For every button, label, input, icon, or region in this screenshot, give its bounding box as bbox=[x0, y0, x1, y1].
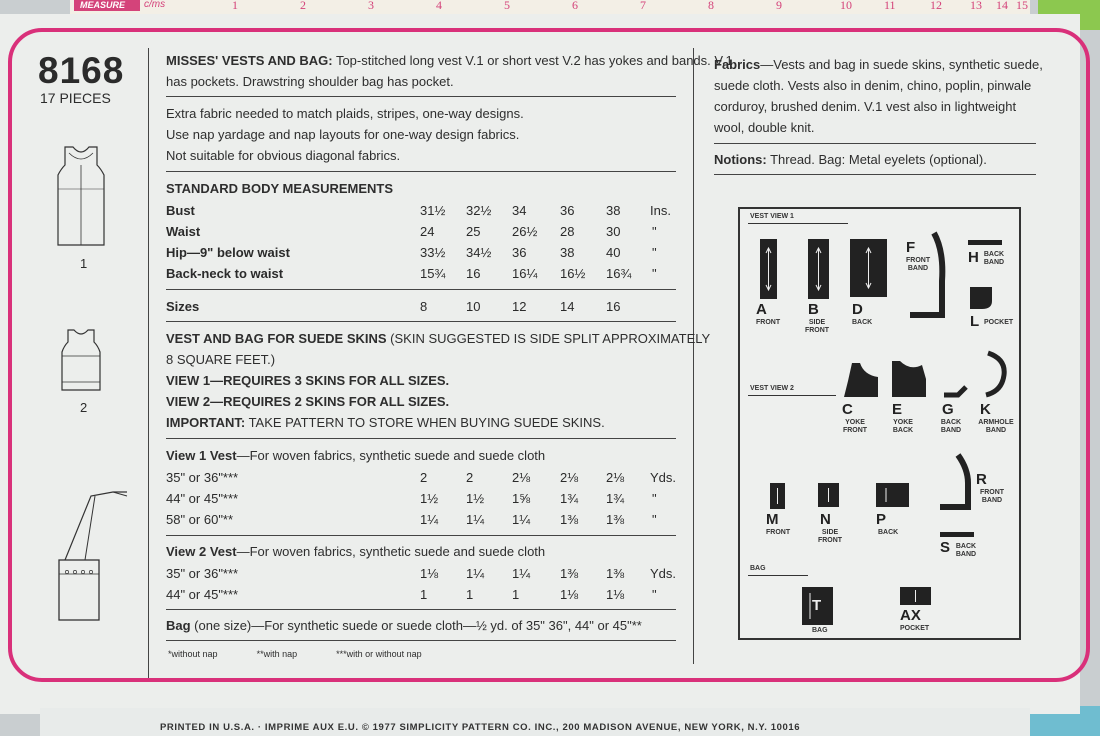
yardage-row bbox=[166, 488, 676, 509]
fabric-width: 58" or 60"** bbox=[166, 512, 234, 527]
yardage-row bbox=[166, 467, 676, 488]
cell: 28 bbox=[560, 224, 575, 239]
sizes-label: Sizes bbox=[166, 299, 200, 314]
cell: 38 bbox=[606, 203, 621, 218]
cell: 1¾ bbox=[560, 491, 579, 506]
cell: 24 bbox=[420, 224, 435, 239]
tape-number: 2 bbox=[300, 0, 306, 12]
piece-name: FRONT bbox=[766, 529, 791, 536]
cell: 15¾ bbox=[420, 266, 446, 281]
notions-label: Notions: bbox=[714, 152, 767, 167]
cell: 1½ bbox=[420, 491, 439, 506]
tape-number: 7 bbox=[640, 0, 646, 12]
piece-letter: R bbox=[976, 471, 987, 488]
pattern-number: 8168 bbox=[38, 50, 125, 91]
legend-item: *without nap bbox=[168, 649, 218, 659]
piece-letter: AX bbox=[900, 607, 921, 624]
cell: 36 bbox=[512, 245, 527, 260]
piece-letter: M bbox=[766, 511, 779, 528]
piece-letter: K bbox=[980, 401, 991, 418]
suede-view2: VIEW 2—REQUIRES 2 SKINS FOR ALL SIZES. bbox=[166, 394, 450, 409]
yardage-row bbox=[166, 509, 676, 530]
bag-text: (one size)—For synthetic suede or suede cloth—½ yd. of 35" 36", 44" or 45"** bbox=[190, 618, 642, 633]
tape-number: 11 bbox=[884, 0, 896, 12]
piece-name: BACK bbox=[852, 319, 873, 326]
tape-number: 10 bbox=[840, 0, 852, 12]
fabric-width: 35" or 36"*** bbox=[166, 566, 239, 581]
size: 14 bbox=[560, 299, 575, 314]
unit: " bbox=[652, 512, 657, 527]
suede-heading: VEST AND BAG FOR SUEDE SKINS bbox=[166, 331, 387, 346]
section-rule bbox=[166, 321, 676, 322]
section-rule bbox=[166, 609, 676, 610]
measurement-values bbox=[166, 221, 676, 242]
cell: 1⅝ bbox=[512, 491, 531, 506]
description-text-2: has pockets. Drawstring shoulder bag has pocket. bbox=[166, 74, 454, 89]
size: 12 bbox=[512, 299, 527, 314]
bag-yardage bbox=[166, 615, 642, 636]
cell: 36 bbox=[560, 203, 575, 218]
description-text: Top-stitched long vest V.1 or short vest V.2 has yokes and bands. V.1 bbox=[332, 53, 733, 68]
piece-name: BACK bbox=[878, 529, 899, 536]
cell: 1⅛ bbox=[606, 587, 625, 602]
cell: 2⅛ bbox=[606, 470, 625, 485]
cell: 1¼ bbox=[512, 566, 531, 581]
piece-letter: S bbox=[940, 539, 951, 556]
cell: 30 bbox=[606, 224, 621, 239]
cell: 1⅛ bbox=[420, 566, 439, 581]
size: 8 bbox=[420, 299, 428, 314]
piece-p-shape bbox=[876, 483, 910, 507]
piece-name: SIDE FRONT bbox=[817, 529, 843, 544]
tape-number: 9 bbox=[776, 0, 782, 12]
section-rule bbox=[166, 171, 676, 172]
suede-section bbox=[166, 328, 710, 433]
piece-a-shape bbox=[760, 239, 778, 299]
section-rule bbox=[166, 640, 676, 641]
unit: " bbox=[652, 224, 657, 239]
view1-heading: View 1 Vest bbox=[166, 448, 237, 463]
piece-b-shape bbox=[808, 239, 830, 299]
suede-heading-rest: (SKIN SUGGESTED IS SIDE SPLIT APPROXIMATELY bbox=[386, 331, 711, 346]
vest-view2-label: VEST VIEW 2 bbox=[750, 385, 794, 392]
tape-measure-unit: c/ms bbox=[144, 0, 166, 10]
note: Not suitable for obvious diagonal fabrics. bbox=[166, 148, 401, 163]
short-vest-sketch bbox=[60, 328, 102, 392]
bag-sketch bbox=[55, 488, 130, 623]
unit: Yds. bbox=[650, 566, 677, 581]
tape-number: 5 bbox=[504, 0, 510, 12]
piece-s-shape bbox=[940, 531, 976, 539]
piece-g-shape bbox=[944, 385, 968, 399]
cell: 1⅛ bbox=[560, 587, 579, 602]
cell: 16¼ bbox=[512, 266, 538, 281]
tape-number: 8 bbox=[708, 0, 714, 12]
measurement-values bbox=[166, 200, 676, 221]
section-rule bbox=[748, 223, 848, 224]
piece-letter: H bbox=[968, 249, 979, 266]
cell: 2⅛ bbox=[560, 470, 579, 485]
cell: 38 bbox=[560, 245, 575, 260]
tape-number: 3 bbox=[368, 0, 374, 12]
suede-view1: VIEW 1—REQUIRES 3 SKINS FOR ALL SIZES. bbox=[166, 373, 450, 388]
cell: 26½ bbox=[512, 224, 538, 239]
cell: 32½ bbox=[466, 203, 492, 218]
tape-number: 13 bbox=[970, 0, 982, 12]
size: 16 bbox=[606, 299, 621, 314]
piece-letter: P bbox=[876, 511, 887, 528]
piece-name: SIDE FRONT bbox=[804, 319, 830, 334]
unit: Ins. bbox=[650, 203, 671, 218]
measurement-label: Bust bbox=[166, 203, 195, 218]
vest-view1-label: VEST VIEW 1 bbox=[750, 213, 794, 220]
view2-heading-line bbox=[166, 541, 545, 562]
tape-number: 15 bbox=[1016, 0, 1028, 12]
unit: " bbox=[652, 587, 657, 602]
piece-letter: E bbox=[892, 401, 903, 418]
note: Extra fabric needed to match plaids, stripes, one-way designs. bbox=[166, 106, 524, 121]
view1-heading-rest: —For woven fabrics, synthetic suede and suede cloth bbox=[236, 448, 546, 463]
section-rule bbox=[166, 438, 676, 439]
piece-m-shape bbox=[770, 483, 786, 509]
tape-number: 4 bbox=[436, 0, 442, 12]
fabric-notes bbox=[166, 103, 524, 166]
piece-name: ARMHOLE BAND bbox=[978, 419, 1014, 434]
cell: 16½ bbox=[560, 266, 586, 281]
long-vest-sketch bbox=[55, 145, 107, 250]
cell: 1 bbox=[466, 587, 474, 602]
piece-letter: T bbox=[812, 597, 822, 614]
unit: Yds. bbox=[650, 470, 677, 485]
piece-ax-shape bbox=[900, 587, 932, 607]
suede-line: 8 SQUARE FEET.) bbox=[166, 352, 276, 367]
fabric-width: 44" or 45"*** bbox=[166, 491, 239, 506]
cell: 34½ bbox=[466, 245, 492, 260]
fabrics-label: Fabrics bbox=[714, 57, 761, 72]
unit: " bbox=[652, 245, 657, 260]
fabrics-block bbox=[714, 54, 1044, 138]
fabric-width: 44" or 45"*** bbox=[166, 587, 239, 602]
important-text: TAKE PATTERN TO STORE WHEN BUYING SUEDE SKINS. bbox=[245, 415, 605, 430]
tape-number: 1 bbox=[232, 0, 238, 12]
legend-item: **with nap bbox=[256, 649, 298, 659]
cell: 1⅜ bbox=[560, 566, 579, 581]
piece-letter: A bbox=[756, 301, 767, 318]
piece-name: BACK BAND bbox=[955, 543, 977, 558]
cell: 1 bbox=[512, 587, 520, 602]
piece-k-shape bbox=[982, 349, 1010, 399]
cell: 1¼ bbox=[466, 512, 485, 527]
description-title: MISSES' VESTS AND BAG: bbox=[166, 53, 333, 68]
piece-letter: C bbox=[842, 401, 853, 418]
important-label: IMPORTANT: bbox=[166, 415, 246, 430]
size: 10 bbox=[466, 299, 481, 314]
yardage-row bbox=[166, 563, 676, 584]
piece-letter: N bbox=[820, 511, 831, 528]
nap-legend bbox=[168, 647, 422, 661]
cell: 1⅜ bbox=[560, 512, 579, 527]
piece-name: FRONT BAND bbox=[906, 257, 931, 272]
section-rule bbox=[166, 289, 676, 290]
tape-number: 6 bbox=[572, 0, 578, 12]
cell: 33½ bbox=[420, 245, 446, 260]
sizes-values bbox=[166, 296, 676, 317]
piece-letter: L bbox=[970, 313, 980, 330]
piece-l-shape bbox=[970, 287, 994, 311]
cell: 1½ bbox=[466, 491, 485, 506]
yardage-row bbox=[166, 584, 676, 605]
piece-r-shape bbox=[938, 453, 978, 513]
cell: 2 bbox=[466, 470, 474, 485]
piece-name: FRONT BAND bbox=[979, 489, 1005, 504]
view-1-label: 1 bbox=[80, 256, 88, 271]
measurements-heading: STANDARD BODY MEASUREMENTS bbox=[166, 181, 394, 196]
measurement-values bbox=[166, 242, 676, 263]
copyright-footer: PRINTED IN U.S.A. · IMPRIME AUX E.U. © 1977 SIMPLICITY PATTERN CO. INC., 200 MADISON AVENUE, NEW YORK, N.Y. 10016 bbox=[160, 722, 801, 733]
cell: 1¼ bbox=[466, 566, 485, 581]
piece-name: BACK BAND bbox=[983, 251, 1005, 266]
tape-measure-label: MEASURE bbox=[74, 0, 140, 11]
cell: 31½ bbox=[420, 203, 446, 218]
section-rule bbox=[714, 143, 1036, 144]
cell: 2⅛ bbox=[512, 470, 531, 485]
piece-name: POCKET bbox=[900, 625, 930, 632]
piece-c-shape bbox=[844, 363, 880, 399]
unit: " bbox=[652, 491, 657, 506]
section-rule bbox=[166, 535, 676, 536]
cell: 2 bbox=[420, 470, 428, 485]
piece-d-shape bbox=[850, 239, 888, 297]
fabric-width: 35" or 36"*** bbox=[166, 470, 239, 485]
piece-name: BAG bbox=[812, 627, 828, 634]
notions-block bbox=[714, 149, 987, 170]
section-rule bbox=[166, 96, 676, 97]
piece-count: 17 PIECES bbox=[40, 90, 111, 106]
section-rule bbox=[748, 575, 808, 576]
note: Use nap yardage and nap layouts for one-way design fabrics. bbox=[166, 127, 520, 142]
legend-item: ***with or without nap bbox=[336, 649, 422, 659]
measurement-label: Back-neck to waist bbox=[166, 266, 284, 281]
piece-name: YOKE FRONT bbox=[842, 419, 868, 434]
fabrics-text: —Vests and bag in suede skins, synthetic suede, suede cloth. Vests also in denim, chino, poplin, pinwale corduroy, brushed denim. V.1 vest also in lightweight wool, double knit. bbox=[714, 57, 1043, 135]
view-2-label: 2 bbox=[80, 400, 88, 415]
section-rule bbox=[748, 395, 836, 396]
measurement-values bbox=[166, 263, 676, 284]
tape-number: 14 bbox=[996, 0, 1008, 12]
cell: 25 bbox=[466, 224, 481, 239]
piece-letter: G bbox=[942, 401, 954, 418]
piece-letter: F bbox=[906, 239, 916, 256]
measurement-label: Hip—9" below waist bbox=[166, 245, 290, 260]
tape-number: 12 bbox=[930, 0, 942, 12]
cell: 16 bbox=[466, 266, 481, 281]
column-divider-left bbox=[148, 48, 149, 678]
piece-e-shape bbox=[892, 361, 928, 399]
cell: 1⅜ bbox=[606, 512, 625, 527]
cell: 40 bbox=[606, 245, 621, 260]
cell: 1¾ bbox=[606, 491, 625, 506]
cell: 1¼ bbox=[512, 512, 531, 527]
notions-text: Thread. Bag: Metal eyelets (optional). bbox=[766, 152, 987, 167]
piece-name: FRONT bbox=[756, 319, 781, 326]
bag-label: Bag bbox=[166, 618, 191, 633]
cell: 1⅜ bbox=[606, 566, 625, 581]
cell: 34 bbox=[512, 203, 527, 218]
bag-section-label: BAG bbox=[750, 565, 766, 572]
piece-n-shape bbox=[818, 483, 840, 507]
cell: 16¾ bbox=[606, 266, 632, 281]
piece-letter: B bbox=[808, 301, 819, 318]
piece-letter: D bbox=[852, 301, 863, 318]
view1-heading-line bbox=[166, 445, 545, 466]
description bbox=[166, 50, 733, 92]
unit: " bbox=[652, 266, 657, 281]
cell: 1¼ bbox=[420, 512, 439, 527]
section-rule bbox=[714, 174, 1036, 175]
cell: 1 bbox=[420, 587, 428, 602]
piece-name: BACK BAND bbox=[940, 419, 962, 434]
piece-h-shape bbox=[968, 239, 1004, 247]
piece-name: YOKE BACK bbox=[892, 419, 914, 434]
piece-name: POCKET bbox=[984, 319, 1014, 326]
view2-heading: View 2 Vest bbox=[166, 544, 237, 559]
measurement-label: Waist bbox=[166, 224, 201, 239]
view2-heading-rest: —For woven fabrics, synthetic suede and suede cloth bbox=[236, 544, 546, 559]
pattern-piece-diagram bbox=[738, 207, 1021, 640]
